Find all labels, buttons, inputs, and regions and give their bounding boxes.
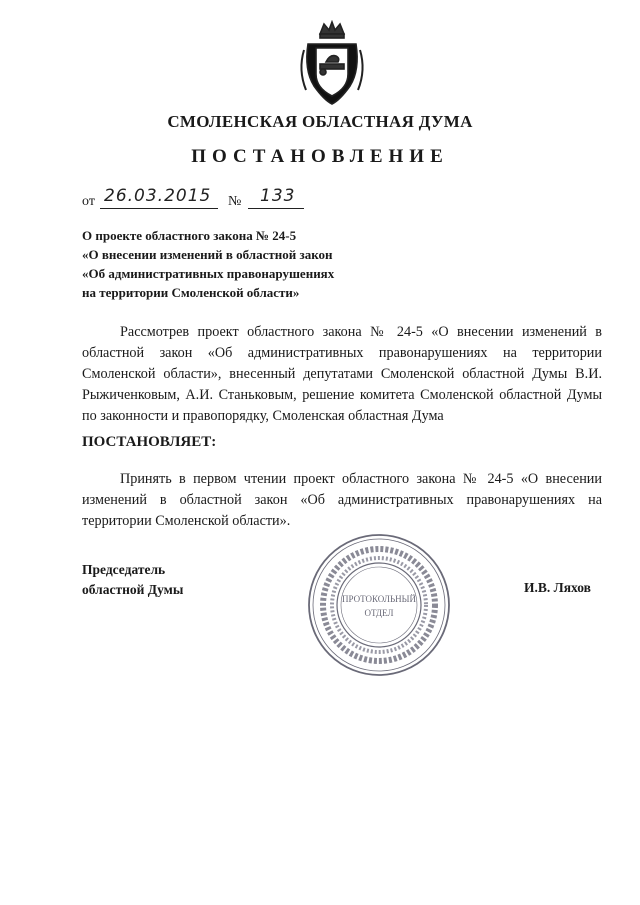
coat-of-arms-emblem: [296, 20, 368, 106]
seal-center-line-2: ОТДЕЛ: [364, 608, 394, 618]
organization-name: СМОЛЕНСКАЯ ОБЛАСТНАЯ ДУМА: [167, 112, 473, 131]
number-prefix: №: [228, 194, 242, 209]
handwritten-date: 26.03.2015: [104, 186, 212, 206]
resolution-paragraph: Принять в первом чтении проект областного закона № 24-5 «О внесении изменений в областной закон «Об административных правонарушениях на территории Смоленской области».: [82, 471, 602, 529]
title-line: на территории Смоленской области»: [82, 285, 300, 300]
signatory-title-line: областной Думы: [82, 582, 184, 597]
number-underline: [248, 208, 304, 209]
signatory-name: И.В. Ляхов: [524, 580, 591, 595]
seal-center-line-1: ПРОТОКОЛЬНЫЙ: [342, 594, 416, 604]
signatory-title-line: Председатель: [82, 562, 166, 577]
handwritten-number: 133: [260, 186, 296, 206]
resolves-heading: ПОСТАНОВЛЯЕТ:: [82, 434, 217, 450]
preamble-paragraph: Рассмотрев проект областного закона № 24-5 «О внесении изменений в областной закон «Об административных правонарушениях на территории Смоленской области», внесенный депутатами Смоленской областной Думы В.И. Рыжиченковым, А.И. Станьковым, решение комитета Смоленской областной Думы по законности и правопорядку, Смоленская областная Дума: [82, 324, 602, 424]
title-line: «Об административных правонарушениях: [82, 266, 335, 281]
signatory-title: [82, 560, 183, 600]
document-type-heading: ПОСТАНОВЛЕНИЕ: [191, 146, 449, 167]
official-seal-stamp: [304, 530, 454, 680]
title-line: «О внесении изменений в областной закон: [82, 247, 333, 262]
date-underline: [100, 208, 218, 209]
title-line: О проекте областного закона № 24-5: [82, 228, 297, 243]
document-title: [82, 226, 334, 302]
date-prefix: от: [82, 194, 95, 209]
